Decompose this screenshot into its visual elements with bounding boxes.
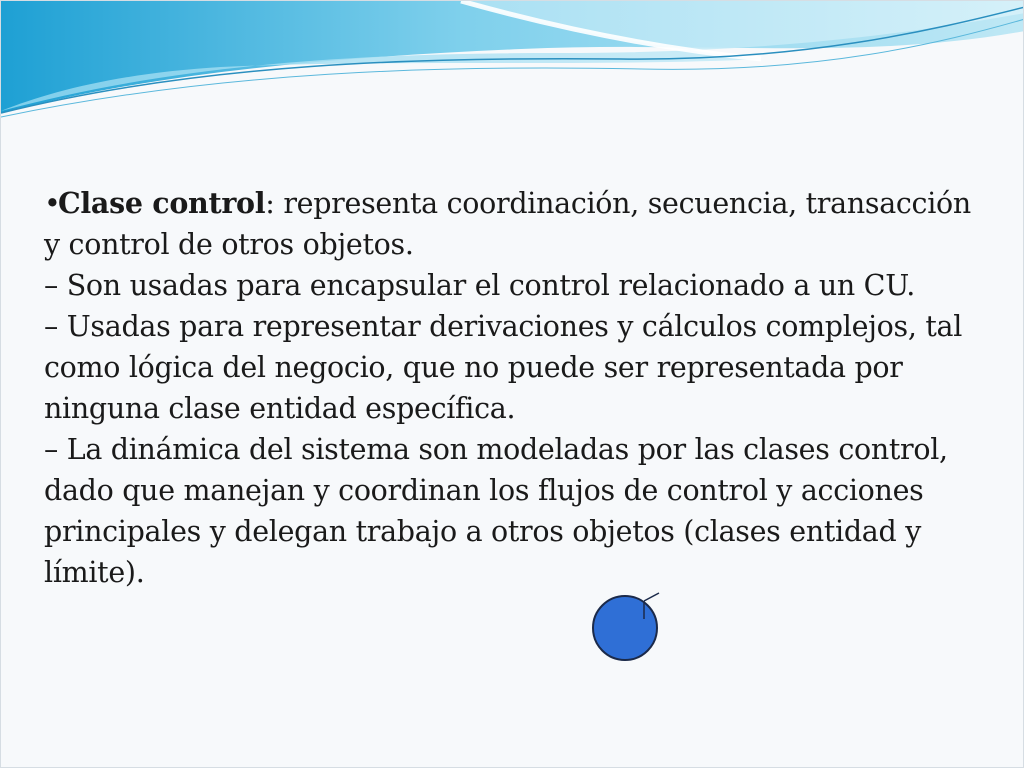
point-encapsulate: – Son usadas para encapsular el control relacionado a un CU.: [44, 269, 916, 302]
uml-control-class-icon: [589, 589, 665, 665]
header-wave-decoration: [1, 1, 1024, 121]
point-dynamics: – La dinámica del sistema son modeladas por las clases control, dado que manejan y coordinan los flujos de control y acciones principales y delegan trabajo a otros objetos (clases entidad y límite).: [44, 433, 948, 589]
bullet-paragraph: [44, 183, 994, 265]
control-circle: [593, 596, 657, 660]
point-derivations: – Usadas para representar derivaciones y cálculos complejos, tal como lógica del negocio, que no puede ser representada por ninguna clase entidad específica.: [44, 310, 963, 425]
bullet-symbol: •: [44, 187, 61, 220]
bullet-term: Clase control: [58, 186, 266, 220]
bullet-definition: : representa coordinación, secuencia, transacción y control de otros objetos.: [44, 187, 971, 261]
control-arrow-head-top: [644, 593, 659, 601]
slide-body: [44, 183, 994, 593]
